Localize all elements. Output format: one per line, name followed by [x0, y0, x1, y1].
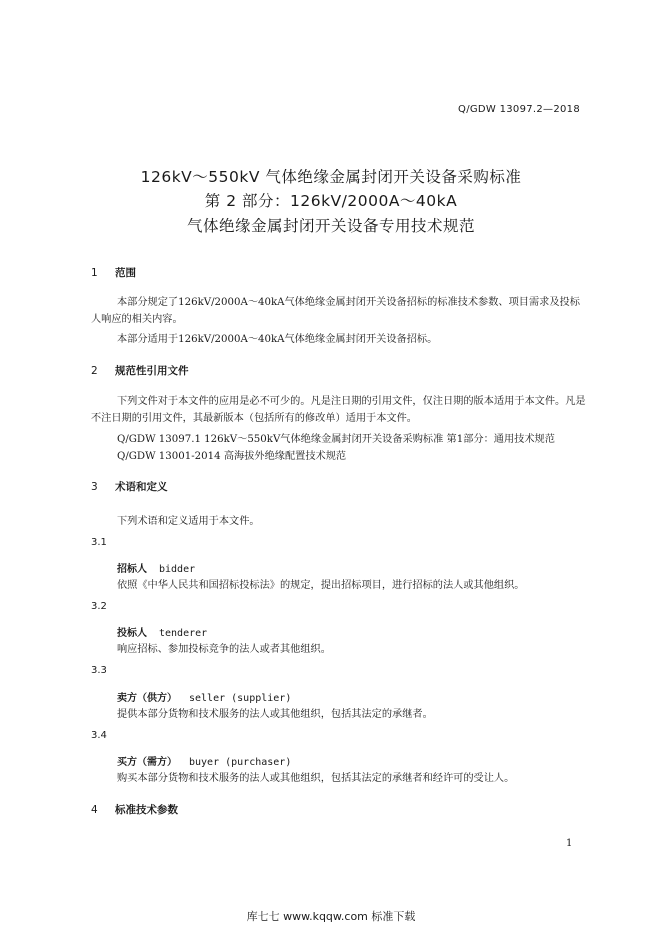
term-heading	[117, 624, 207, 639]
term-en: bidder	[159, 564, 196, 575]
references-intro: 下列文件对于本文件的应用是必不可少的。凡是注日期的引用文件，仅注日期的版本适用于本文件。凡是不注日期的引用文件，其最新版本（包括所有的修改单）适用于本文件。	[91, 396, 586, 424]
standard-code: Q/GDW 13097.2—2018	[458, 104, 580, 115]
section-number: 4	[91, 804, 98, 816]
term-zh: 买方（需方）	[117, 757, 177, 768]
term-number: 3.3	[91, 665, 107, 676]
term-zh: 招标人	[117, 564, 147, 575]
footer-watermark-text: 库七七 www.kqqw.com 标准下载	[246, 910, 416, 923]
page-number: 1	[566, 838, 573, 849]
term-heading	[117, 753, 291, 768]
reference-1: Q/GDW 13097.1 126kV～550kV气体绝缘金属封闭开关设备采购标准 第1部分：通用技术规范	[117, 434, 555, 445]
term-en: tenderer	[159, 628, 208, 639]
section-number: 2	[91, 365, 98, 377]
term-definition: 响应招标、参加投标竞争的法人或者其他组织。	[117, 644, 331, 655]
section-3-heading	[91, 479, 168, 494]
term-definition: 提供本部分货物和技术服务的法人或其他组织，包括其法定的承继者。	[117, 709, 433, 720]
term-number: 3.1	[91, 537, 107, 548]
section-2-heading	[91, 363, 189, 378]
title-line-1: 126kV～550kV 气体绝缘金属封闭开关设备采购标准	[140, 168, 522, 186]
reference-2: Q/GDW 13001-2014 高海拔外绝缘配置技术规范	[117, 451, 347, 462]
title-line-3: 气体绝缘金属封闭开关设备专用技术规范	[186, 217, 475, 235]
term-zh: 卖方（供方）	[117, 693, 177, 704]
term-heading	[117, 689, 291, 704]
section-1-heading	[91, 265, 136, 280]
term-definition: 依照《中华人民共和国招标投标法》的规定，提出招标项目，进行招标的法人或其他组织。	[117, 580, 525, 591]
term-zh: 投标人	[117, 628, 147, 639]
title-line-2: 第 2 部分：126kV/2000A～40kA	[204, 192, 458, 210]
term-en: seller (supplier)	[189, 693, 292, 704]
section-title: 范围	[115, 267, 136, 279]
scope-paragraph-2: 本部分适用于126kV/2000A～40kA气体绝缘金属封闭开关设备招标。	[117, 334, 438, 345]
section-title: 规范性引用文件	[115, 365, 189, 377]
section-number: 3	[91, 481, 98, 493]
section-4-heading	[91, 802, 178, 817]
term-number: 3.2	[91, 601, 107, 612]
term-en: buyer (purchaser)	[189, 757, 292, 768]
scope-paragraph-1: 本部分规定了126kV/2000A～40kA气体绝缘金属封闭开关设备招标的标准技术参数、项目需求及投标人响应的相关内容。	[91, 297, 580, 325]
terms-intro: 下列术语和定义适用于本文件。	[117, 516, 260, 527]
term-definition: 购买本部分货物和技术服务的法人或其他组织，包括其法定的承继者和经许可的受让人。	[117, 773, 515, 784]
section-title: 标准技术参数	[115, 804, 178, 816]
term-heading	[117, 560, 195, 575]
section-title: 术语和定义	[115, 481, 168, 493]
term-number: 3.4	[91, 730, 107, 741]
section-number: 1	[91, 267, 98, 279]
